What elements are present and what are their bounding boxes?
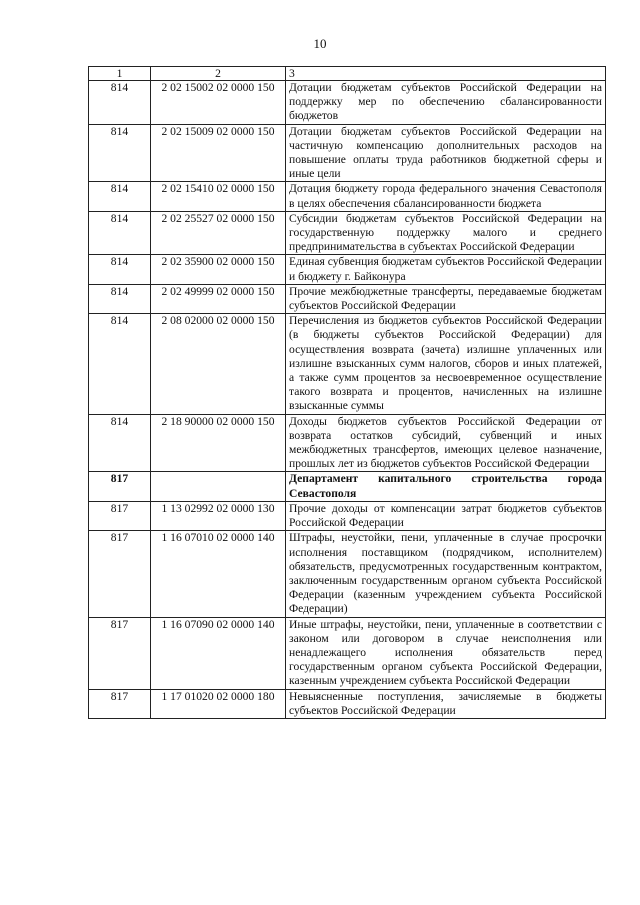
admin-code-cell: 817 bbox=[89, 501, 151, 530]
admin-code-cell: 817 bbox=[89, 689, 151, 718]
admin-code-cell: 814 bbox=[89, 284, 151, 313]
table-row bbox=[89, 689, 606, 718]
revenue-code-cell: 1 13 02992 02 0000 130 bbox=[151, 501, 286, 530]
admin-code-cell: 814 bbox=[89, 124, 151, 182]
table-row bbox=[89, 617, 606, 689]
column-header-2: 2 bbox=[151, 67, 286, 81]
revenue-code-cell: 2 02 15009 02 0000 150 bbox=[151, 124, 286, 182]
revenue-code-cell: 1 16 07010 02 0000 140 bbox=[151, 531, 286, 617]
revenue-name-cell: Перечисления из бюджетов субъектов Российской Федерации (в бюджеты субъектов Российской Федерации) для осуществления возврата (зачета) излишне уплаченных или излишне взысканных сумм налогов, сборов и иных платежей, а также сумм процентов за несвоевременное осуществление такого возврата и процентов, начисленных на излишне взысканные суммы bbox=[286, 314, 606, 414]
table-row bbox=[89, 284, 606, 313]
revenue-code-cell: 2 02 15002 02 0000 150 bbox=[151, 81, 286, 125]
admin-code-cell: 814 bbox=[89, 182, 151, 211]
table-row bbox=[89, 211, 606, 255]
table-row bbox=[89, 414, 606, 472]
column-header-1: 1 bbox=[89, 67, 151, 81]
table-header-row bbox=[89, 67, 606, 81]
table-body bbox=[89, 67, 606, 719]
table-row bbox=[89, 531, 606, 617]
revenue-code-cell: 1 16 07090 02 0000 140 bbox=[151, 617, 286, 689]
revenue-codes-table bbox=[88, 66, 606, 719]
revenue-name-cell: Дотации бюджетам субъектов Российской Федерации на поддержку мер по обеспечению сбалансированности бюджетов bbox=[286, 81, 606, 125]
revenue-name-cell: Прочие доходы от компенсации затрат бюджетов субъектов Российской Федерации bbox=[286, 501, 606, 530]
admin-code-cell: 814 bbox=[89, 255, 151, 284]
table-row bbox=[89, 81, 606, 125]
revenue-name-cell: Штрафы, неустойки, пени, уплаченные в случае просрочки исполнения поставщиком (подрядчиком, исполнителем) обязательств, предусмотренных государственным контрактом, заключенным государственным органом субъекта Российской Федерации (казенным учреждением субъекта Российской Федерации) bbox=[286, 531, 606, 617]
revenue-name-cell: Невыясненные поступления, зачисляемые в бюджеты субъектов Российской Федерации bbox=[286, 689, 606, 718]
admin-code-cell: 817 bbox=[89, 472, 151, 501]
revenue-name-cell: Единая субвенция бюджетам субъектов Российской Федерации и бюджету г. Байконура bbox=[286, 255, 606, 284]
revenue-code-cell: 2 02 25527 02 0000 150 bbox=[151, 211, 286, 255]
revenue-name-cell: Иные штрафы, неустойки, пени, уплаченные в соответствии с законом или договором в случае неисполнения или ненадлежащего исполнения обязательств перед государственным органом субъекта Российской Федерации, казенным учреждением субъекта Российской Федерации bbox=[286, 617, 606, 689]
admin-code-cell: 814 bbox=[89, 314, 151, 414]
revenue-code-cell: 2 02 15410 02 0000 150 bbox=[151, 182, 286, 211]
table-row bbox=[89, 182, 606, 211]
revenue-code-cell bbox=[151, 472, 286, 501]
admin-code-cell: 814 bbox=[89, 81, 151, 125]
table-row bbox=[89, 124, 606, 182]
revenue-code-cell: 2 02 49999 02 0000 150 bbox=[151, 284, 286, 313]
table-row bbox=[89, 255, 606, 284]
revenue-name-cell: Дотации бюджетам субъектов Российской Федерации на частичную компенсацию дополнительных расходов на повышение оплаты труда работников бюджетной сферы и иные цели bbox=[286, 124, 606, 182]
admin-code-cell: 814 bbox=[89, 414, 151, 472]
revenue-code-cell: 2 02 35900 02 0000 150 bbox=[151, 255, 286, 284]
revenue-name-cell: Доходы бюджетов субъектов Российской Федерации от возврата остатков субсидий, субвенций и иных межбюджетных трансфертов, имеющих целевое назначение, прошлых лет из бюджетов субъектов Российской Федерации bbox=[286, 414, 606, 472]
table-row bbox=[89, 314, 606, 414]
revenue-name-cell: Субсидии бюджетам субъектов Российской Федерации на государственную поддержку малого и среднего предпринимательства в субъектах Российской Федерации bbox=[286, 211, 606, 255]
admin-code-cell: 817 bbox=[89, 617, 151, 689]
revenue-name-cell: Дотация бюджету города федерального значения Севастополя в целях обеспечения сбалансированности бюджета bbox=[286, 182, 606, 211]
column-header-3: 3 bbox=[286, 67, 606, 81]
revenue-code-cell: 2 18 90000 02 0000 150 bbox=[151, 414, 286, 472]
page-number: 10 bbox=[313, 36, 327, 51]
admin-code-cell: 817 bbox=[89, 531, 151, 617]
admin-code-cell: 814 bbox=[89, 211, 151, 255]
revenue-code-cell: 1 17 01020 02 0000 180 bbox=[151, 689, 286, 718]
revenue-code-cell: 2 08 02000 02 0000 150 bbox=[151, 314, 286, 414]
table-row bbox=[89, 472, 606, 501]
revenue-name-cell: Прочие межбюджетные трансферты, передаваемые бюджетам субъектов Российской Федерации bbox=[286, 284, 606, 313]
table-row bbox=[89, 501, 606, 530]
revenue-name-cell: Департамент капитального строительства города Севастополя bbox=[286, 472, 606, 501]
